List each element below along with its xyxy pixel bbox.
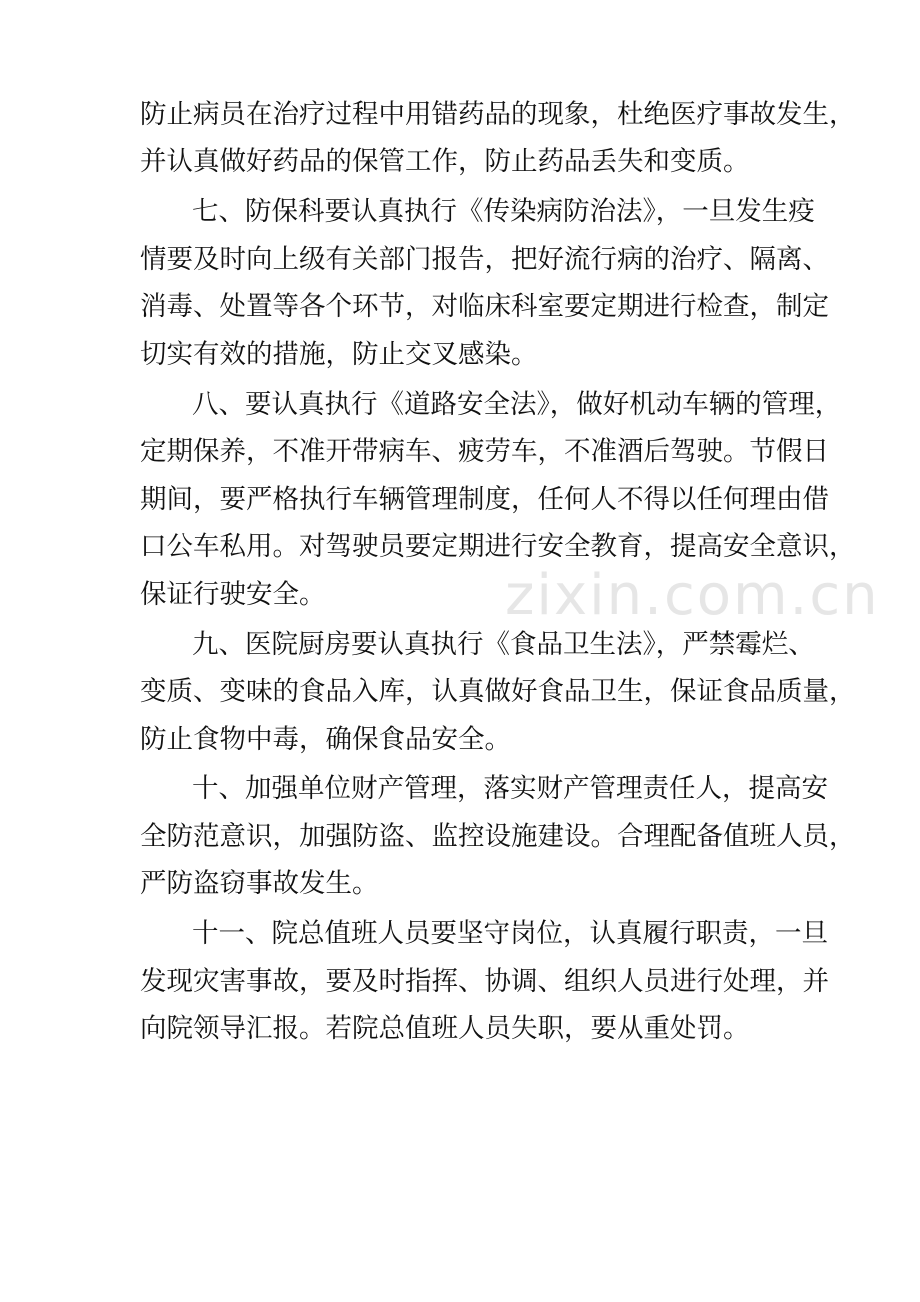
- paragraph-line: 十一、院总值班人员要坚守岗位，认真履行职责，一旦: [192, 918, 828, 949]
- paragraph-line: 期间，要严格执行车辆管理制度，任何人不得以任何理由借: [140, 484, 829, 515]
- paragraph-line: 口公车私用。对驾驶员要定期进行安全教育，提高安全意识，: [140, 531, 856, 562]
- paragraph-line: 变质、变味的食品入库，认真做好食品卫生，保证食品质量，: [140, 676, 856, 707]
- paragraph-line: 八、要认真执行《道路安全法》，做好机动车辆的管理，: [192, 389, 842, 420]
- paragraph-line: 防止食物中毒，确保食品安全。: [140, 724, 511, 755]
- paragraph-line: 定期保养，不准开带病车、疲劳车，不准酒后驾驶。节假日: [140, 436, 829, 467]
- paragraph-line: 九、医院厨房要认真执行《食品卫生法》，严禁霉烂、: [192, 629, 815, 660]
- paragraph-line: 发现灾害事故，要及时指挥、协调、组织人员进行处理，并: [140, 966, 829, 997]
- paragraph-line: 十、加强单位财产管理，落实财产管理责任人，提高安: [192, 773, 828, 804]
- paragraph-line: 保证行驶安全。: [140, 579, 326, 610]
- paragraph-line: 七、防保科要认真执行《传染病防治法》，一旦发生疫: [192, 196, 815, 227]
- watermark: zixin.com.cn: [505, 563, 880, 628]
- paragraph-line: 并认真做好药品的保管工作，防止药品丢失和变质。: [140, 146, 750, 177]
- paragraph-line: 防止病员在治疗过程中用错药品的现象，杜绝医疗事故发生，: [140, 99, 856, 130]
- paragraph-line: 向院领导汇报。若院总值班人员失职，要从重处罚。: [140, 1013, 750, 1044]
- paragraph-line: 严防盗窃事故发生。: [140, 868, 379, 899]
- paragraph-line: 消毒、处置等各个环节，对临床科室要定期进行检查，制定: [140, 291, 829, 322]
- paragraph-line: 情要及时向上级有关部门报告，把好流行病的治疗、隔离、: [140, 244, 829, 275]
- paragraph-line: 切实有效的措施，防止交叉感染。: [140, 339, 538, 370]
- paragraph-line: 全防范意识，加强防盗、监控设施建设。合理配备值班人员，: [140, 821, 856, 852]
